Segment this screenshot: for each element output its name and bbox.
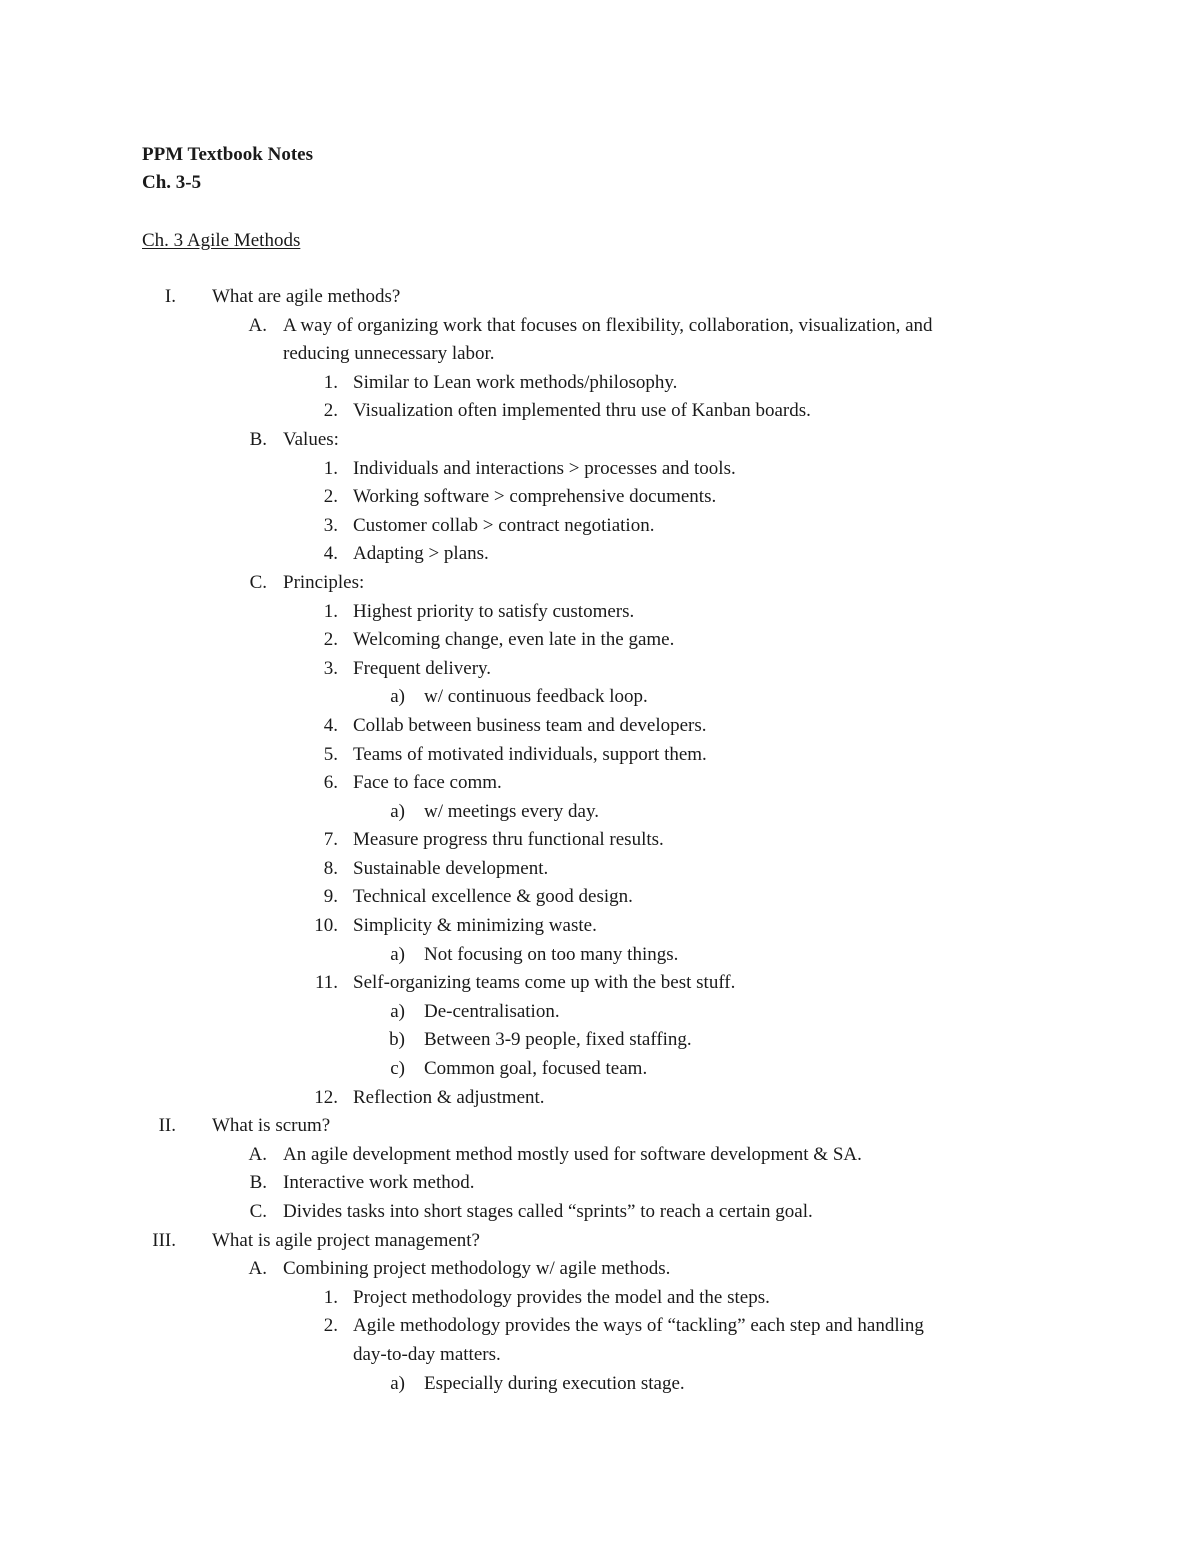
outline-text: Individuals and interactions > processes and tools. bbox=[353, 457, 736, 479]
outline-marker: 1. bbox=[323, 1286, 338, 1308]
document-title: PPM Textbook Notes bbox=[142, 144, 313, 165]
outline-item bbox=[0, 397, 1200, 426]
outline-text: Measure progress thru functional results. bbox=[353, 829, 664, 851]
outline-item bbox=[0, 455, 1200, 484]
outline-text: Highest priority to satisfy customers. bbox=[353, 600, 635, 622]
outline-marker: 2. bbox=[323, 1315, 338, 1337]
outline-marker: 11. bbox=[314, 972, 338, 994]
outline-text: What is agile project management? bbox=[212, 1229, 480, 1251]
outline-text: De-centralisation. bbox=[424, 1000, 560, 1022]
outline-item bbox=[0, 1312, 1200, 1341]
outline-marker: III. bbox=[152, 1229, 176, 1251]
outline-item bbox=[0, 683, 1200, 712]
outline-text: Simplicity & minimizing waste. bbox=[353, 915, 597, 937]
outline-text: Working software > comprehensive documents. bbox=[353, 486, 717, 508]
outline-item bbox=[0, 340, 1200, 369]
outline-text: Especially during execution stage. bbox=[424, 1372, 685, 1394]
outline-text: A way of organizing work that focuses on flexibility, collaboration, visualization, and bbox=[283, 314, 933, 336]
outline-item bbox=[0, 598, 1200, 627]
outline-text: Technical excellence & good design. bbox=[353, 886, 633, 908]
outline-marker: C. bbox=[249, 1201, 267, 1222]
outline-text: Project methodology provides the model and the steps. bbox=[353, 1286, 770, 1308]
outline-text: w/ continuous feedback loop. bbox=[424, 686, 648, 708]
outline-text: Not focusing on too many things. bbox=[424, 943, 679, 965]
outline-text: Customer collab > contract negotiation. bbox=[353, 514, 655, 536]
outline-text: reducing unnecessary labor. bbox=[283, 343, 495, 365]
outline-text: Welcoming change, even late in the game. bbox=[353, 629, 675, 651]
outline-marker: c) bbox=[390, 1058, 405, 1080]
outline-text: Common goal, focused team. bbox=[424, 1058, 648, 1080]
outline-item bbox=[0, 1141, 1200, 1170]
outline-marker: 7. bbox=[323, 829, 338, 851]
outline-item bbox=[0, 1055, 1200, 1084]
outline-marker: 1. bbox=[323, 371, 338, 393]
outline-item bbox=[0, 1026, 1200, 1055]
outline-item bbox=[0, 826, 1200, 855]
outline-item bbox=[0, 1112, 1200, 1141]
outline-text: day-to-day matters. bbox=[353, 1343, 501, 1365]
outline-text: Visualization often implemented thru use of Kanban boards. bbox=[353, 400, 811, 422]
outline-marker: 2. bbox=[323, 486, 338, 508]
outline-item bbox=[0, 941, 1200, 970]
outline-item bbox=[0, 798, 1200, 827]
outline-item bbox=[0, 1198, 1200, 1227]
outline-marker: C. bbox=[249, 571, 267, 593]
outline-item bbox=[0, 1255, 1200, 1284]
outline-text: Collab between business team and developers. bbox=[353, 714, 707, 736]
outline-text: What is scrum? bbox=[212, 1115, 331, 1137]
outline-text: Combining project methodology w/ agile methods. bbox=[283, 1258, 671, 1280]
outline-item bbox=[0, 855, 1200, 884]
outline-text: Reflection & adjustment. bbox=[353, 1086, 545, 1108]
outline-marker: II. bbox=[158, 1115, 176, 1137]
outline-item bbox=[0, 512, 1200, 541]
outline-item bbox=[0, 1084, 1200, 1113]
outline-text: Divides tasks into short stages called “sprints” to reach a certain goal. bbox=[283, 1201, 813, 1222]
outline-marker: I. bbox=[164, 286, 176, 307]
outline-item bbox=[0, 483, 1200, 512]
outline-marker: 3. bbox=[323, 657, 338, 679]
outline-text: Between 3-9 people, fixed staffing. bbox=[424, 1029, 692, 1051]
outline-item bbox=[0, 1370, 1200, 1399]
outline-text: An agile development method mostly used for software development & SA. bbox=[283, 1143, 862, 1165]
outline-item bbox=[0, 569, 1200, 598]
outline-item bbox=[0, 1341, 1200, 1370]
outline-marker: 12. bbox=[314, 1086, 338, 1108]
section-heading: Ch. 3 Agile Methods bbox=[142, 230, 301, 251]
outline-marker: 4. bbox=[323, 714, 338, 736]
outline-item bbox=[0, 998, 1200, 1027]
outline-text: Similar to Lean work methods/philosophy. bbox=[353, 371, 678, 393]
outline-marker: a) bbox=[390, 686, 405, 708]
outline-text: Face to face comm. bbox=[353, 772, 502, 794]
outline-marker: 8. bbox=[323, 857, 338, 879]
outline-item bbox=[0, 741, 1200, 770]
outline-marker: 2. bbox=[323, 400, 338, 422]
outline-marker: 9. bbox=[323, 886, 338, 908]
outline-marker: 5. bbox=[323, 743, 338, 765]
document-subtitle: Ch. 3-5 bbox=[142, 172, 202, 193]
outline-text: Values: bbox=[283, 428, 339, 450]
outline-marker: 1. bbox=[323, 600, 338, 622]
outline-text: Agile methodology provides the ways of “tackling” each step and handling bbox=[353, 1315, 924, 1337]
outline-text: Frequent delivery. bbox=[353, 657, 492, 679]
outline-item bbox=[0, 655, 1200, 684]
outline-marker: a) bbox=[390, 800, 405, 822]
outline-item bbox=[0, 283, 1200, 312]
outline-marker: 4. bbox=[323, 543, 338, 565]
outline-text: Sustainable development. bbox=[353, 857, 549, 879]
outline-marker: 3. bbox=[323, 514, 338, 536]
outline-item bbox=[0, 426, 1200, 455]
outline-item bbox=[0, 883, 1200, 912]
outline-marker: 2. bbox=[323, 629, 338, 651]
outline-text: Adapting > plans. bbox=[353, 543, 489, 565]
outline-item bbox=[0, 912, 1200, 941]
outline-marker: A. bbox=[248, 1143, 267, 1165]
outline-item bbox=[0, 369, 1200, 398]
outline-marker: a) bbox=[390, 1000, 405, 1022]
outline-marker: b) bbox=[389, 1029, 405, 1051]
outline-text: What are agile methods? bbox=[212, 286, 401, 307]
outline-item bbox=[0, 626, 1200, 655]
outline-item bbox=[0, 969, 1200, 998]
outline-marker: 6. bbox=[323, 772, 338, 794]
outline-marker: B. bbox=[249, 1172, 267, 1194]
outline-list bbox=[0, 283, 1200, 1398]
outline-item bbox=[0, 1227, 1200, 1256]
outline-item bbox=[0, 1169, 1200, 1198]
outline-marker: 10. bbox=[314, 915, 338, 937]
outline-marker: 1. bbox=[323, 457, 338, 479]
outline-marker: a) bbox=[390, 943, 405, 965]
outline-text: w/ meetings every day. bbox=[424, 800, 599, 822]
outline-marker: A. bbox=[248, 1258, 267, 1280]
outline-item bbox=[0, 312, 1200, 341]
outline-text: Principles: bbox=[283, 571, 365, 593]
outline-marker: B. bbox=[249, 428, 267, 450]
outline-text: Teams of motivated individuals, support them. bbox=[353, 743, 707, 765]
outline-item bbox=[0, 712, 1200, 741]
outline-marker: a) bbox=[390, 1372, 405, 1394]
outline-text: Self-organizing teams come up with the best stuff. bbox=[353, 972, 736, 994]
outline-marker: A. bbox=[248, 314, 267, 336]
outline-item bbox=[0, 1284, 1200, 1313]
outline-item bbox=[0, 540, 1200, 569]
outline-item bbox=[0, 769, 1200, 798]
outline-text: Interactive work method. bbox=[283, 1172, 475, 1194]
